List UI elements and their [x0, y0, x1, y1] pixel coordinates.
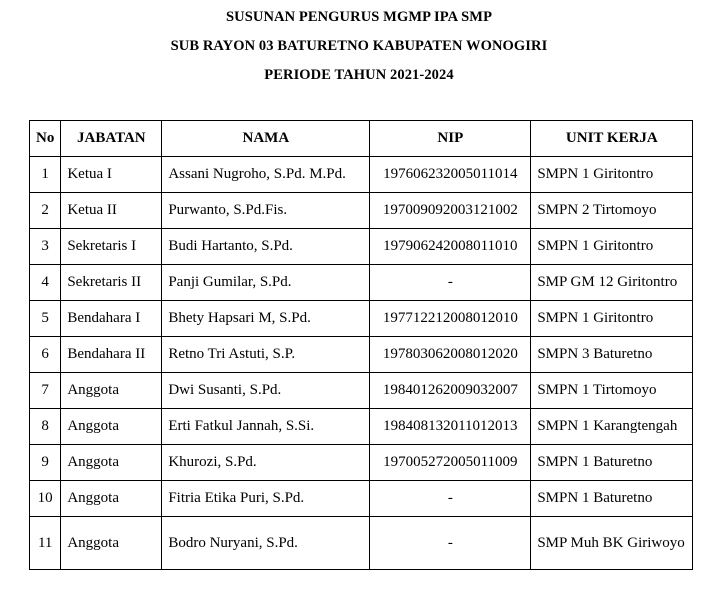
cell-unit-kerja: SMPN 1 Giritontro — [531, 157, 693, 193]
header-no: No — [30, 121, 61, 157]
table-row — [30, 481, 693, 517]
cell-jabatan: Ketua I — [61, 157, 162, 193]
cell-nip: 197712212008012010 — [370, 301, 531, 337]
cell-no: 2 — [30, 193, 61, 229]
cell-nip: - — [370, 481, 531, 517]
cell-unit-kerja: SMPN 1 Giritontro — [531, 301, 693, 337]
cell-nip: 197009092003121002 — [370, 193, 531, 229]
cell-unit-kerja: SMP GM 12 Giritontro — [531, 265, 693, 301]
cell-nama: Assani Nugroho, S.Pd. M.Pd. — [162, 157, 370, 193]
cell-nama: Budi Hartanto, S.Pd. — [162, 229, 370, 265]
table-row — [30, 337, 693, 373]
cell-jabatan: Anggota — [61, 481, 162, 517]
cell-unit-kerja: SMPN 1 Baturetno — [531, 481, 693, 517]
cell-no: 9 — [30, 445, 61, 481]
cell-jabatan: Anggota — [61, 409, 162, 445]
title-line-2: SUB RAYON 03 BATURETNO KABUPATEN WONOGIRI — [170, 38, 548, 54]
cell-nama: Bodro Nuryani, S.Pd. — [162, 517, 370, 570]
cell-unit-kerja: SMPN 1 Karangtengah — [531, 409, 693, 445]
cell-no: 4 — [30, 265, 61, 301]
table-row — [30, 409, 693, 445]
cell-nama: Purwanto, S.Pd.Fis. — [162, 193, 370, 229]
table-row — [30, 301, 693, 337]
header-jabatan: JABATAN — [61, 121, 162, 157]
cell-unit-kerja: SMPN 1 Tirtomoyo — [531, 373, 693, 409]
header-nama: NAMA — [162, 121, 370, 157]
cell-no: 11 — [30, 517, 61, 570]
table-body — [30, 157, 693, 570]
cell-nama: Dwi Susanti, S.Pd. — [162, 373, 370, 409]
cell-nip: 198401262009032007 — [370, 373, 531, 409]
cell-jabatan: Sekretaris I — [61, 229, 162, 265]
cell-nama: Khurozi, S.Pd. — [162, 445, 370, 481]
cell-no: 6 — [30, 337, 61, 373]
cell-nama: Retno Tri Astuti, S.P. — [162, 337, 370, 373]
cell-no: 7 — [30, 373, 61, 409]
header-unit-kerja: UNIT KERJA — [531, 121, 693, 157]
table-row — [30, 193, 693, 229]
table-header-row — [30, 121, 693, 157]
cell-nip: 197906242008011010 — [370, 229, 531, 265]
cell-no: 3 — [30, 229, 61, 265]
cell-jabatan: Bendahara II — [61, 337, 162, 373]
cell-nip: 197803062008012020 — [370, 337, 531, 373]
cell-nama: Erti Fatkul Jannah, S.Si. — [162, 409, 370, 445]
cell-no: 1 — [30, 157, 61, 193]
cell-jabatan: Ketua II — [61, 193, 162, 229]
cell-no: 8 — [30, 409, 61, 445]
cell-jabatan: Anggota — [61, 517, 162, 570]
cell-nip: 198408132011012013 — [370, 409, 531, 445]
table-row — [30, 265, 693, 301]
document-title — [0, 10, 718, 97]
cell-nama: Bhety Hapsari M, S.Pd. — [162, 301, 370, 337]
table-row — [30, 157, 693, 193]
cell-nip: - — [370, 265, 531, 301]
cell-unit-kerja: SMPN 2 Tirtomoyo — [531, 193, 693, 229]
cell-no: 10 — [30, 481, 61, 517]
table-row — [30, 229, 693, 265]
table-row — [30, 445, 693, 481]
cell-nip: 197606232005011014 — [370, 157, 531, 193]
cell-jabatan: Anggota — [61, 445, 162, 481]
cell-nama: Panji Gumilar, S.Pd. — [162, 265, 370, 301]
committee-table — [29, 120, 693, 570]
cell-nip: - — [370, 517, 531, 570]
cell-jabatan: Sekretaris II — [61, 265, 162, 301]
header-nip: NIP — [370, 121, 531, 157]
cell-nip: 197005272005011009 — [370, 445, 531, 481]
cell-jabatan: Anggota — [61, 373, 162, 409]
cell-no: 5 — [30, 301, 61, 337]
cell-unit-kerja: SMPN 1 Baturetno — [531, 445, 693, 481]
title-line-1: SUSUNAN PENGURUS MGMP IPA SMP — [225, 9, 493, 25]
table-row — [30, 373, 693, 409]
cell-unit-kerja: SMPN 1 Giritontro — [531, 229, 693, 265]
cell-jabatan: Bendahara I — [61, 301, 162, 337]
title-line-3: PERIODE TAHUN 2021-2024 — [264, 67, 454, 83]
cell-unit-kerja: SMP Muh BK Giriwoyo — [531, 517, 693, 570]
cell-nama: Fitria Etika Puri, S.Pd. — [162, 481, 370, 517]
cell-unit-kerja: SMPN 3 Baturetno — [531, 337, 693, 373]
table-row — [30, 517, 693, 570]
